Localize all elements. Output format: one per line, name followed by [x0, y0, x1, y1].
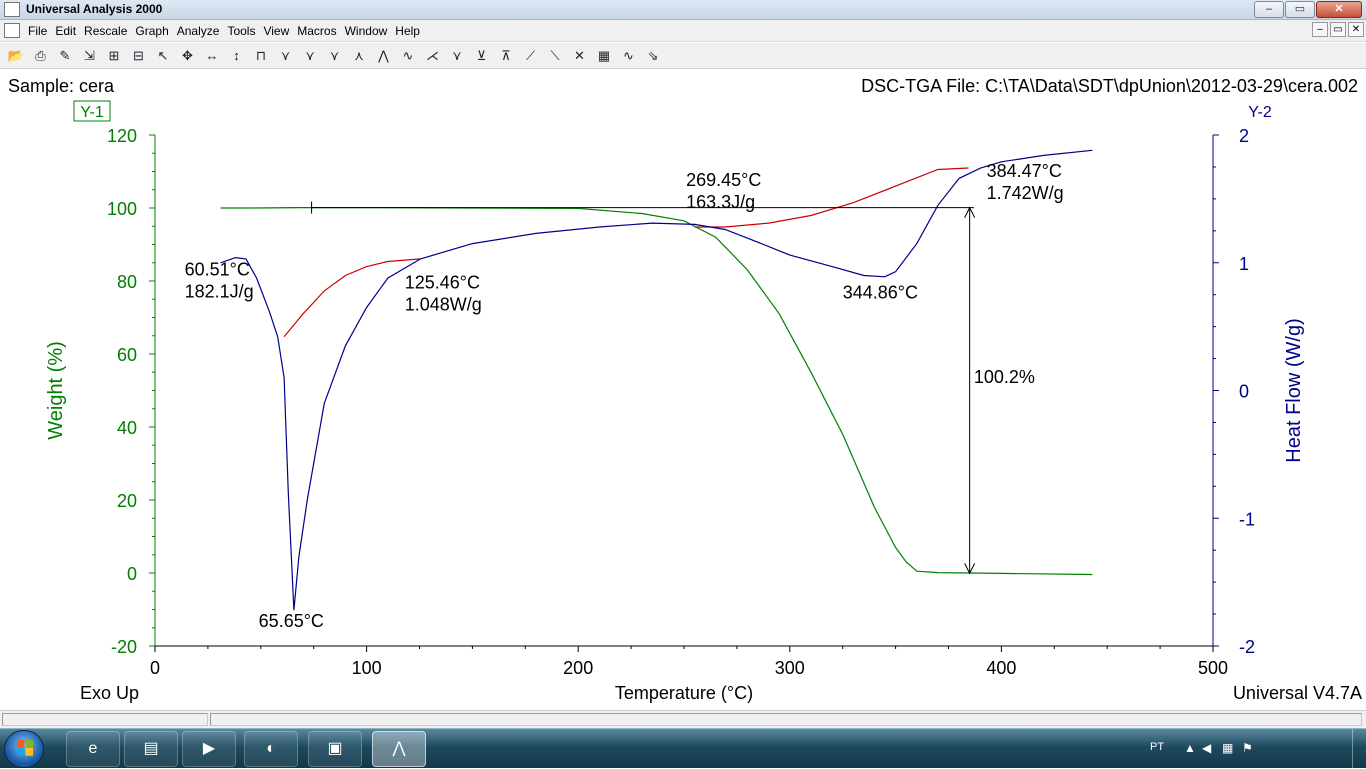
doc-restore-button[interactable]: ▭	[1330, 22, 1346, 37]
y2-tick-label: -1	[1239, 509, 1256, 530]
annotation-label: 60.51°C	[184, 259, 250, 280]
window-title: Universal Analysis 2000	[26, 2, 163, 16]
menu-view[interactable]: View	[263, 24, 290, 38]
y2-tick-label: -2	[1239, 637, 1256, 657]
menu-bar	[0, 20, 1366, 42]
annotation-label: 65.65°C	[258, 610, 324, 631]
y2-axis-title: Heat Flow (W/g)	[1283, 318, 1305, 463]
table-icon[interactable]: ▦	[597, 48, 611, 63]
menu-help[interactable]: Help	[395, 24, 420, 38]
show-desktop-button[interactable]	[1352, 729, 1366, 769]
tangent-icon[interactable]: ⟍	[550, 48, 560, 63]
x-tick-label: 300	[774, 658, 805, 678]
heat-flow-curve	[221, 150, 1093, 610]
multi-icon[interactable]: ⋎	[305, 48, 315, 63]
print-icon[interactable]: ⎙	[35, 48, 46, 63]
menu-rescale[interactable]: Rescale	[84, 24, 128, 38]
app-icon	[4, 2, 20, 17]
annotation-label: 163.3J/g	[686, 192, 756, 213]
dsc-tga-chart[interactable]	[0, 95, 1366, 710]
menu-tools[interactable]: Tools	[227, 24, 256, 38]
doc-minimize-button[interactable]: –	[1312, 22, 1328, 37]
slope-icon[interactable]: ⟋	[525, 48, 536, 63]
annotation-label: 100.2%	[973, 367, 1035, 388]
annotation-label: 1.742W/g	[986, 183, 1064, 204]
scale-icon[interactable]: ⇲	[84, 48, 95, 63]
y1-tick-label: 80	[116, 272, 137, 292]
x-tick-label: 400	[986, 658, 1017, 678]
file-label: DSC-TGA File: C:\TA\Data\SDT\dpUnion\2012-03-29\cera.002	[861, 76, 1358, 96]
menu-macros[interactable]: Macros	[297, 24, 337, 38]
annotation-label: 384.47°C	[986, 161, 1062, 182]
step-change-icon[interactable]: ⊼	[501, 48, 511, 63]
x-tick-label: 500	[1197, 658, 1229, 678]
status-pane	[210, 713, 1362, 726]
doc-close-button[interactable]: ✕	[1348, 22, 1364, 37]
zoom-y-icon[interactable]: ↕	[233, 48, 240, 63]
instrument-taskbar-icon[interactable]: ▣	[308, 731, 362, 767]
close-button[interactable]: ✕	[1316, 1, 1362, 18]
toolbar	[0, 43, 1366, 69]
document-icon[interactable]	[4, 23, 20, 38]
y1-tick-label: 20	[116, 491, 137, 511]
version-label: Universal V4.7A	[1232, 683, 1362, 703]
x-tick-label: 200	[563, 658, 594, 678]
menu-window[interactable]: Window	[344, 24, 388, 38]
annotation-label: 1.048W/g	[404, 294, 482, 315]
annotation-label: 344.86°C	[842, 282, 918, 303]
flag-icon[interactable]: ⚑	[1242, 741, 1253, 755]
y2-tick-label: 0	[1239, 381, 1250, 402]
y2-tick-label: 2	[1239, 126, 1250, 146]
minimize-button[interactable]: –	[1254, 1, 1284, 18]
x-tick-label: 0	[149, 658, 161, 678]
cursor-icon[interactable]: ↖	[157, 48, 169, 63]
pen-icon[interactable]: ✎	[59, 48, 71, 63]
restore-button[interactable]: ▭	[1285, 1, 1315, 18]
y2-tag: Y-2	[1248, 104, 1272, 121]
status-pane	[2, 713, 208, 726]
spectrum-icon[interactable]: ∿	[623, 48, 634, 63]
menu-edit[interactable]: Edit	[55, 24, 77, 38]
y1-axis-title: Weight (%)	[45, 341, 67, 440]
annotation-label: 182.1J/g	[184, 281, 254, 302]
windows-logo-icon	[17, 740, 33, 756]
status-bar	[0, 710, 1366, 728]
show-hidden-icon[interactable]: ▲	[1184, 741, 1196, 755]
step-icon[interactable]: ⋏	[354, 48, 364, 63]
title-bar	[0, 0, 1366, 20]
menu-graph[interactable]: Graph	[135, 24, 169, 38]
y1-tick-label: -20	[110, 637, 137, 657]
exo-up-label: Exo Up	[80, 683, 140, 703]
open-icon[interactable]: 📂	[7, 48, 25, 63]
peak-icon[interactable]: ⋎	[280, 48, 291, 63]
trough-icon[interactable]: ⋎	[452, 48, 462, 63]
y1-tick-label: 60	[116, 345, 137, 365]
taskbar	[0, 728, 1366, 768]
onset-icon[interactable]: ⋀	[378, 48, 389, 63]
y1-tick-label: 40	[116, 418, 137, 438]
menu-file[interactable]: File	[28, 24, 48, 38]
zoom-x-icon[interactable]: ↔	[205, 48, 219, 63]
ta-taskbar-icon[interactable]: ◐	[244, 731, 298, 767]
annotation-label: 125.46°C	[404, 272, 480, 293]
weight-curve	[221, 208, 1093, 575]
media-player-taskbar-icon[interactable]: ▶	[182, 731, 236, 767]
grid-alt-icon[interactable]: ⊟	[133, 48, 144, 63]
start-button[interactable]	[4, 730, 44, 768]
sample-label: Sample: cera	[8, 76, 115, 96]
ie-taskbar-icon[interactable]: e	[66, 731, 120, 767]
y1-tick-label: 120	[106, 126, 137, 146]
network-icon[interactable]: ▦	[1222, 741, 1234, 755]
cross-icon[interactable]: ✕	[574, 48, 585, 63]
y2-tick-label: 1	[1239, 253, 1250, 274]
grid-icon[interactable]: ⊞	[108, 48, 120, 63]
peak-integrate-icon[interactable]: ⋎	[329, 48, 340, 63]
y1-tick-label: 100	[106, 199, 137, 219]
tg-icon[interactable]: ⊻	[476, 48, 487, 63]
explorer-taskbar-icon[interactable]: ▤	[124, 731, 178, 767]
volume-icon[interactable]: ◀	[1202, 741, 1212, 755]
y1-tick-label: 0	[126, 564, 137, 584]
language-indicator[interactable]: PT	[1150, 741, 1165, 753]
menu-analyze[interactable]: Analyze	[176, 24, 220, 38]
x-tick-label: 100	[351, 658, 382, 678]
system-tray	[1116, 729, 1366, 769]
curve-icon[interactable]: ∿	[402, 48, 414, 63]
y1-tag: Y-1	[80, 104, 104, 121]
annotation-label: 269.45°C	[686, 170, 762, 191]
universal-analysis-taskbar-icon[interactable]: ⋀	[372, 731, 426, 767]
x-axis-title: Temperature (°C)	[614, 683, 754, 703]
move-icon[interactable]: ✥	[182, 48, 193, 63]
export-icon[interactable]: ⇘	[647, 48, 659, 63]
signal-icon[interactable]: ⋌	[426, 48, 439, 63]
range-icon[interactable]: ⊓	[255, 48, 267, 63]
